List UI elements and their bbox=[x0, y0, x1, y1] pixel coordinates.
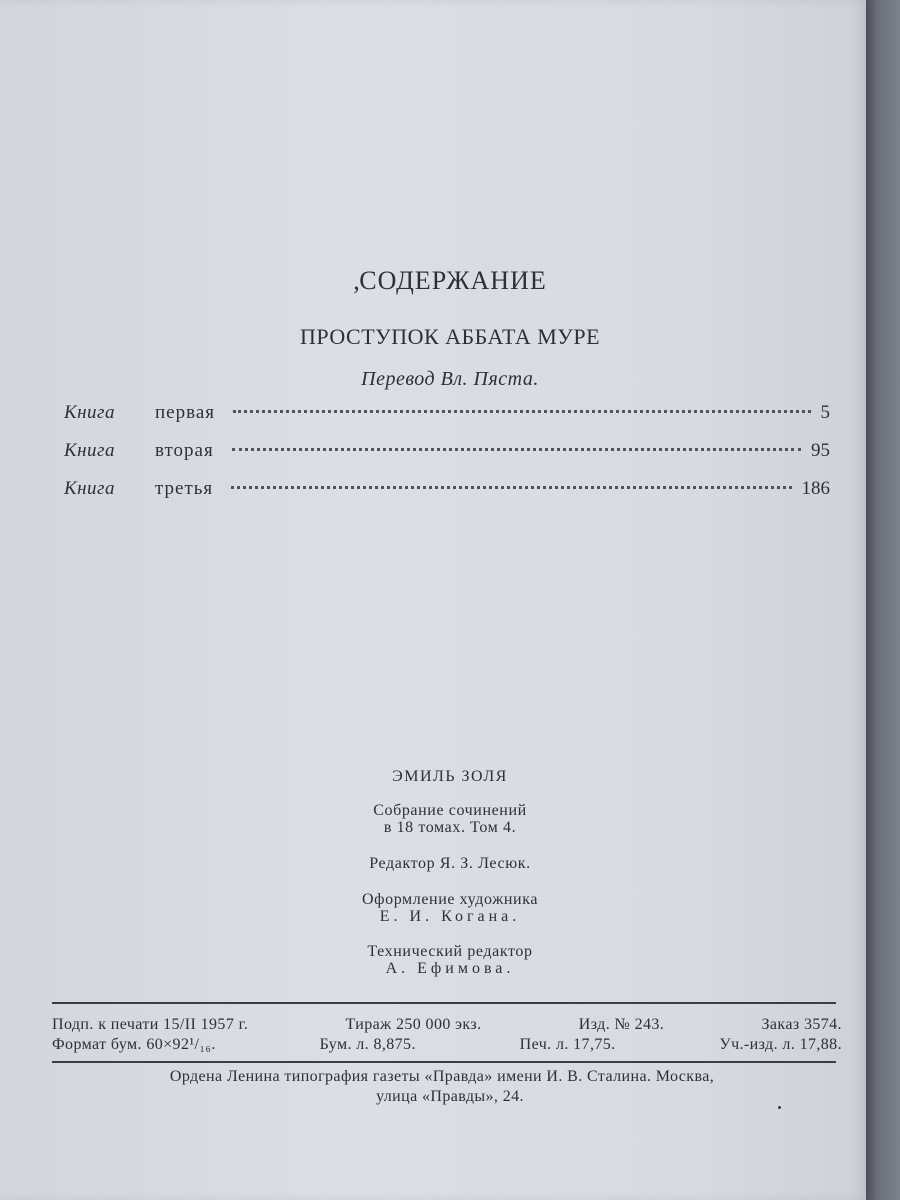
toc-entry bbox=[64, 402, 830, 432]
colophon-order: Заказ 3574. bbox=[761, 1016, 842, 1033]
dot-leader bbox=[232, 448, 801, 451]
imprint-tech-line1: Технический редактор bbox=[367, 943, 533, 960]
ink-speck bbox=[778, 1106, 781, 1109]
colophon-signed: Подп. к печати 15/II 1957 г. bbox=[52, 1016, 249, 1033]
imprint-series-line2: в 18 томах. Том 4. bbox=[383, 819, 517, 836]
printer-line1: Ордена Ленина типография газеты «Правда» имени И. В. Сталина. Москва, bbox=[169, 1068, 715, 1085]
toc-entry-book: Книга bbox=[64, 402, 115, 423]
imprint-author: ЭМИЛЬ ЗОЛЯ bbox=[392, 768, 508, 785]
imprint-editor: Редактор Я. З. Лесюк. bbox=[369, 855, 531, 872]
translator-credit: Перевод Вл. Пяста. bbox=[361, 368, 539, 390]
toc-entry-ordinal: первая bbox=[155, 402, 215, 423]
toc-entry-page: 5 bbox=[820, 402, 830, 423]
colophon-rule-top bbox=[52, 1002, 836, 1004]
toc-entry-book: Книга bbox=[64, 440, 115, 461]
toc-entry-page: 95 bbox=[811, 440, 830, 461]
colophon-edition: Изд. № 243. bbox=[578, 1016, 665, 1033]
toc-entry-book: Книга bbox=[64, 478, 115, 499]
colophon-rule-bottom bbox=[52, 1061, 836, 1063]
colophon-run: Тираж 250 000 экз. bbox=[345, 1016, 482, 1033]
imprint-design-line2: Е. И. Когана. bbox=[379, 908, 521, 925]
imprint-tech-line2: А. Ефимова. bbox=[385, 960, 515, 977]
colophon-line2 bbox=[52, 1036, 842, 1054]
page-edge-shadow bbox=[866, 0, 900, 1200]
dot-leader bbox=[233, 410, 811, 413]
colophon-publisher-sheets: Уч.-изд. л. 17,88. bbox=[719, 1036, 842, 1053]
colophon-format: Формат бум. 60×92¹/₁₆. bbox=[52, 1036, 216, 1053]
dot-leader bbox=[231, 486, 791, 489]
toc-entry bbox=[64, 478, 830, 508]
toc-entry-page: 186 bbox=[801, 478, 830, 499]
toc-entry-ordinal: третья bbox=[155, 478, 214, 499]
imprint-design-line1: Оформление художника bbox=[361, 891, 539, 908]
printer-line2: улица «Правды», 24. bbox=[376, 1088, 524, 1105]
imprint-series-line1: Собрание сочинений bbox=[373, 802, 527, 819]
colophon-paper-sheets: Бум. л. 8,875. bbox=[319, 1036, 416, 1053]
colophon-print-sheets: Печ. л. 17,75. bbox=[519, 1036, 616, 1053]
ink-mark: , bbox=[353, 266, 361, 295]
work-title: ПРОСТУПОК АББАТА МУРЕ bbox=[299, 324, 601, 349]
contents-heading: ,СОДЕРЖАНИЕ bbox=[353, 266, 547, 295]
colophon-line1 bbox=[52, 1016, 842, 1034]
toc-entry bbox=[64, 440, 830, 470]
toc-entry-ordinal: вторая bbox=[155, 440, 214, 461]
